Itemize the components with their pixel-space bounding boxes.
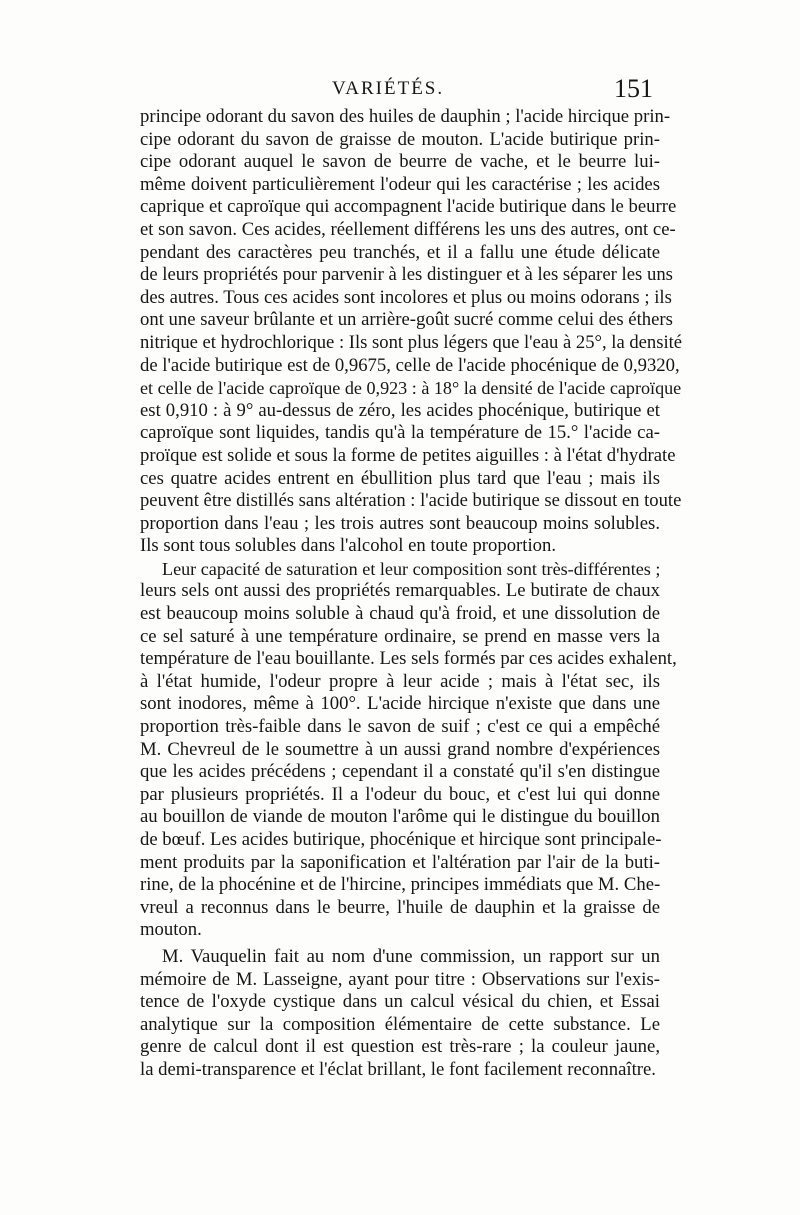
text-line: de bœuf. Les acides butirique, phocénique et hircique sont principale- [140, 829, 662, 850]
text-line: tence de l'oxyde cystique dans un calcul vésical du chien, et Essai [140, 991, 660, 1013]
paragraph-3 [140, 946, 660, 1082]
text-line: pendant des caractères peu tranchés, et il a fallu une étude délicate [140, 241, 660, 263]
text-line: genre de calcul dont il est question est très-rare ; la couleur jaune, [140, 1036, 660, 1058]
text-line: cipe odorant auquel le savon de beurre de vache, et le beurre lui- [140, 151, 660, 173]
text-line: ont une saveur brûlante et un arrière-goût sucré comme celui des éthers [140, 309, 673, 331]
text-line: sont inodores, même à 100°. L'acide hircique n'existe que dans une [140, 693, 660, 715]
text-line: M. Vauquelin fait au nom d'une commission, un rapport sur un [162, 945, 660, 967]
text-line: la demi-transparence et l'éclat brillant, le font facilement reconnaître. [140, 1058, 656, 1080]
text-line: et son savon. Ces acides, réellement différens les uns des autres, ont ce- [140, 218, 676, 240]
text-line: Leur capacité de saturation et leur composition sont très-différentes ; [162, 558, 661, 579]
text-line: par plusieurs propriétés. Il a l'odeur du bouc, et c'est lui qui donne [140, 783, 660, 805]
page-number: 151 [614, 74, 653, 103]
text-line: ces quatre acides entrent en ébullition plus tard que l'eau ; mais ils [140, 467, 660, 489]
text-line: cipe odorant du savon de graisse de mouton. L'acide butirique prin- [140, 128, 660, 150]
text-line: M. Chevreul de le soumettre à un aussi grand nombre d'expériences [140, 738, 660, 760]
text-line: à l'état humide, l'odeur propre à leur acide ; mais à l'état sec, ils [140, 670, 660, 692]
text-line: caproïque sont liquides, tandis qu'à la température de 15.° l'acide ca- [140, 422, 660, 444]
text-line: même doivent particulièrement l'odeur qui les caractérise ; les acides [140, 173, 660, 195]
text-line: ment produits par la saponification et l'altération par l'air de la buti- [140, 851, 660, 873]
text-line: est beaucoup moins soluble à chaud qu'à froid, et une dissolution de [140, 603, 660, 625]
text-line: proportion très-faible dans le savon de suif ; c'est ce qui a empêché [140, 716, 660, 738]
text-line: de l'acide butirique est de 0,9675, celle de l'acide phocénique de 0,9320, [140, 354, 680, 376]
text-line: température de l'eau bouillante. Les sels formés par ces acides exhalent, [140, 648, 677, 670]
text-line: analytique sur la composition élémentaire de cette substance. Le [140, 1013, 660, 1035]
paragraph-1 [140, 106, 683, 558]
text-line: de leurs propriétés pour parvenir à les distinguer et à les séparer les uns [140, 264, 673, 286]
text-line: mouton. [140, 919, 202, 941]
text-line: rine, de la phocénine et de l'hircine, principes immédiats que M. Che- [140, 874, 661, 896]
text-line: proïque est solide et sous la forme de petites aiguilles : à l'état d'hydrate [140, 444, 676, 466]
text-line: caprique et caproïque qui accompagnent l'acide butirique dans le beurre [140, 196, 677, 218]
page-header [0, 74, 800, 108]
body-text [140, 106, 683, 1082]
text-line: Ils sont tous solubles dans l'alcohol en toute proportion. [140, 535, 557, 557]
running-title: VARIÉTÉS. [332, 78, 445, 99]
text-line: principe odorant du savon des huiles de dauphin ; l'acide hircique prin- [140, 106, 671, 127]
text-line: est 0,910 : à 9° au-dessus de zéro, les acides phocénique, butirique et [140, 399, 660, 421]
text-line: mémoire de M. Lasseigne, ayant pour titre : Observations sur l'exis- [140, 968, 660, 990]
text-line: nitrique et hydrochlorique : Ils sont plus légers que l'eau à 25°, la densité [140, 331, 683, 353]
paragraph-2 [140, 558, 677, 942]
text-line: leurs sels ont aussi des propriétés remarquables. Le butirate de chaux [140, 580, 660, 602]
text-line: au bouillon de viande de mouton l'arôme qui le distingue du bouillon [140, 806, 660, 828]
text-line: peuvent être distillés sans altération : l'acide butirique se dissout en toute [140, 490, 682, 512]
text-line: et celle de l'acide caproïque de 0,923 : à 18° la densité de l'acide caproïque [140, 378, 682, 399]
text-line: ce sel saturé à une température ordinaire, se prend en masse vers la [140, 625, 660, 647]
text-line: des autres. Tous ces acides sont incolores et plus ou moins odorans ; ils [140, 286, 672, 308]
text-line: vreul a reconnus dans le beurre, l'huile de dauphin et la graisse de [140, 896, 660, 918]
text-line: que les acides précédens ; cependant il a constaté qu'il s'en distingue [140, 761, 660, 783]
text-line: proportion dans l'eau ; les trois autres sont beaucoup moins solubles. [140, 512, 660, 534]
